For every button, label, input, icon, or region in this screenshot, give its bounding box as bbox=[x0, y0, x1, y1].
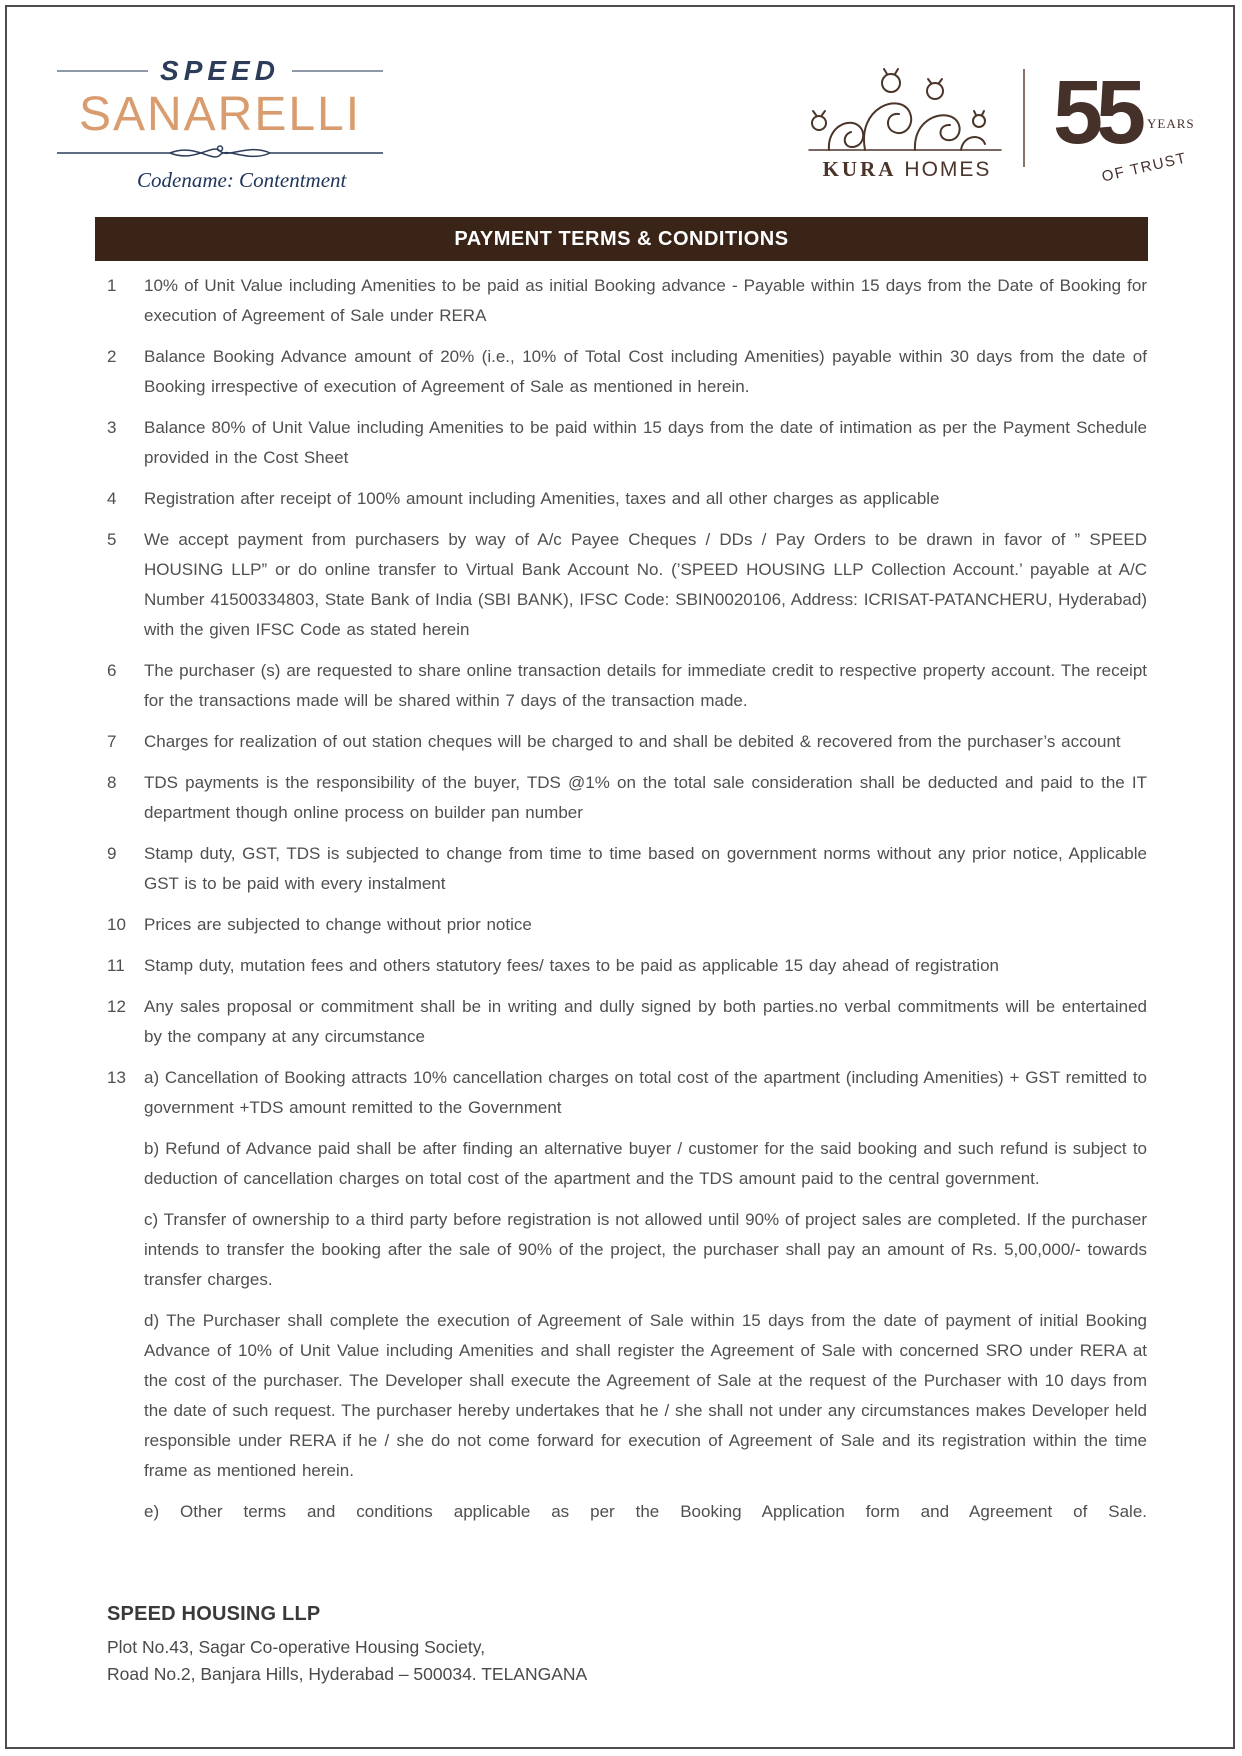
term-item bbox=[107, 992, 1147, 1052]
years-of-trust-badge bbox=[1053, 63, 1213, 196]
term-number: 6 bbox=[107, 661, 117, 680]
term-item bbox=[107, 1063, 1147, 1527]
term-number: 11 bbox=[107, 956, 125, 975]
term-item bbox=[107, 484, 1147, 514]
term-paragraph: e) Other terms and conditions applicable as per the Booking Application form and Agreement of Sale. bbox=[144, 1502, 1147, 1521]
badge-years-label: YEARS bbox=[1147, 116, 1195, 131]
page-title: PAYMENT TERMS & CONDITIONS bbox=[454, 227, 789, 250]
logo-divider bbox=[1023, 69, 1025, 167]
kura-homes-logo-icon bbox=[807, 63, 1003, 155]
footer-company-name: SPEED HOUSING LLP bbox=[107, 1603, 321, 1625]
term-item bbox=[107, 656, 1147, 716]
term-item bbox=[107, 768, 1147, 828]
term-paragraph: b) Refund of Advance paid shall be after finding an alternative buyer / customer for the said booking and such refund is subject to deduction of cancellation charges on total cost of the apartment and the TDS amount paid to the central government. bbox=[144, 1139, 1147, 1188]
term-paragraph: c) Transfer of ownership to a third party before registration is not allowed until 90% of project sales are completed. If the purchaser intends to transfer the booking after the sale of 90% of the project, the purchaser shall pay an amount of Rs. 5,00,000/- towards transfer charges. bbox=[144, 1210, 1147, 1289]
brand-left-rule bbox=[57, 70, 148, 72]
term-text bbox=[144, 413, 1147, 473]
terms-list bbox=[107, 271, 1147, 1538]
term-number: 7 bbox=[107, 732, 117, 751]
term-number: 2 bbox=[107, 347, 117, 366]
term-paragraph: Stamp duty, mutation fees and others statutory fees/ taxes to be paid as applicable 15 day ahead of registration bbox=[144, 956, 999, 975]
term-text bbox=[144, 910, 1147, 940]
term-paragraph: Prices are subjected to change without prior notice bbox=[144, 915, 532, 934]
term-text bbox=[144, 727, 1147, 757]
footer-address-line-2: Road No.2, Banjara Hills, Hyderabad – 500034. TELANGANA bbox=[107, 1664, 588, 1684]
term-paragraph: Any sales proposal or commitment shall be in writing and dully signed by both parties.no verbal commitments will be entertained by the company at any circumstance bbox=[144, 997, 1147, 1046]
footer bbox=[107, 1603, 587, 1688]
term-number: 1 bbox=[107, 276, 117, 295]
term-item bbox=[107, 951, 1147, 981]
term-number: 4 bbox=[107, 489, 117, 508]
term-paragraph: Stamp duty, GST, TDS is subjected to change from time to time based on government norms without any prior notice, Applicable GST is to be paid with every instalment bbox=[144, 844, 1147, 893]
developer-name-homes: HOMES bbox=[904, 158, 992, 181]
term-text bbox=[144, 839, 1147, 899]
term-paragraph: 10% of Unit Value including Amenities to be paid as initial Booking advance - Payable within 15 days from the Date of Booking for execution of Agreement of Sale under RERA bbox=[144, 276, 1147, 325]
term-paragraph: TDS payments is the responsibility of the buyer, TDS @1% on the total sale consideration shall be deducted and paid to the IT department though online process on builder pan number bbox=[144, 773, 1147, 822]
brand-speed-text: SPEED bbox=[160, 55, 280, 86]
project-logo bbox=[57, 55, 383, 193]
term-number: 3 bbox=[107, 418, 117, 437]
term-text bbox=[144, 342, 1147, 402]
term-paragraph: Registration after receipt of 100% amount including Amenities, taxes and all other charges as applicable bbox=[144, 489, 940, 508]
term-item bbox=[107, 910, 1147, 940]
term-number: 10 bbox=[107, 915, 126, 934]
term-item bbox=[107, 342, 1147, 402]
term-item bbox=[107, 413, 1147, 473]
term-text bbox=[144, 656, 1147, 716]
term-item bbox=[107, 525, 1147, 645]
term-item bbox=[107, 839, 1147, 899]
term-text bbox=[144, 951, 1147, 981]
term-text bbox=[144, 768, 1147, 828]
term-text bbox=[144, 484, 1147, 514]
developer-logo bbox=[807, 63, 1007, 182]
term-paragraph: Balance Booking Advance amount of 20% (i.e., 10% of Total Cost including Amenities) payable within 30 days from the date of Booking irrespective of execution of Agreement of Sale as mentioned in herein. bbox=[144, 347, 1147, 396]
term-number: 13 bbox=[107, 1068, 126, 1087]
term-number: 8 bbox=[107, 773, 117, 792]
brand-right-rule bbox=[292, 70, 383, 72]
brand-tagline: Codename: Contentment bbox=[137, 168, 347, 192]
term-text bbox=[144, 992, 1147, 1052]
term-paragraph: We accept payment from purchasers by way of A/c Payee Cheques / DDs / Pay Orders to be drawn in favor of ” SPEED HOUSING LLP” or do online transfer to Virtual Bank Account No. (’SPEED HOUSING LLP Collection Account.’ payable at A/C Number 41500334803, State Bank of India (SBI BANK), IFSC Code: SBIN0020106, Address: ICRISAT-PATANCHERU, Hyderabad) with the given IFSC Code as stated herein bbox=[144, 530, 1147, 639]
term-number: 5 bbox=[107, 530, 117, 549]
brand-main-text: SANARELLI bbox=[78, 88, 362, 141]
document-page bbox=[5, 5, 1235, 1749]
term-paragraph: Charges for realization of out station cheques will be charged to and shall be debited & recovered from the purchaser’s account bbox=[144, 732, 1121, 751]
term-text bbox=[144, 525, 1147, 645]
footer-address-line-1: Plot No.43, Sagar Co-operative Housing Society, bbox=[107, 1637, 486, 1657]
term-number: 12 bbox=[107, 997, 126, 1016]
term-item bbox=[107, 271, 1147, 331]
term-paragraph: d) The Purchaser shall complete the execution of Agreement of Sale within 15 days from the date of payment of initial Booking Advance of 10% of Unit Value including Amenities and shall register the Agreement of Sale with concerned SRO under RERA at the cost of the purchaser. The Developer shall execute the Agreement of Sale at the request of the Purchaser with 10 days from the date of such request. The purchaser hereby undertakes that he / she shall not under any circumstances makes Developer held responsible under RERA if he / she do not come forward for execution of Agreement of Sale and its registration within the time frame as mentioned herein. bbox=[144, 1311, 1147, 1480]
term-item bbox=[107, 727, 1147, 757]
term-text bbox=[144, 1063, 1147, 1527]
term-text bbox=[144, 271, 1147, 331]
badge-number: 55 bbox=[1053, 63, 1140, 163]
developer-name bbox=[807, 157, 1007, 182]
term-paragraph: Balance 80% of Unit Value including Amenities to be paid within 15 days from the date of intimation as per the Payment Schedule provided in the Cost Sheet bbox=[144, 418, 1147, 467]
brand-flourish-icon bbox=[57, 143, 383, 163]
term-number: 9 bbox=[107, 844, 117, 863]
developer-name-kura: KURA bbox=[822, 157, 897, 181]
term-paragraph: a) Cancellation of Booking attracts 10% cancellation charges on total cost of the apartment (including Amenities) + GST remitted to government +TDS amount remitted to the Government bbox=[144, 1068, 1147, 1117]
term-paragraph: The purchaser (s) are requested to share online transaction details for immediate credit to respective property account. The receipt for the transactions made will be shared within 7 days of the transaction made. bbox=[144, 661, 1147, 710]
badge-trust-label: OF TRUST bbox=[1100, 149, 1189, 186]
brand-top-row bbox=[57, 55, 383, 87]
title-bar bbox=[95, 217, 1148, 261]
